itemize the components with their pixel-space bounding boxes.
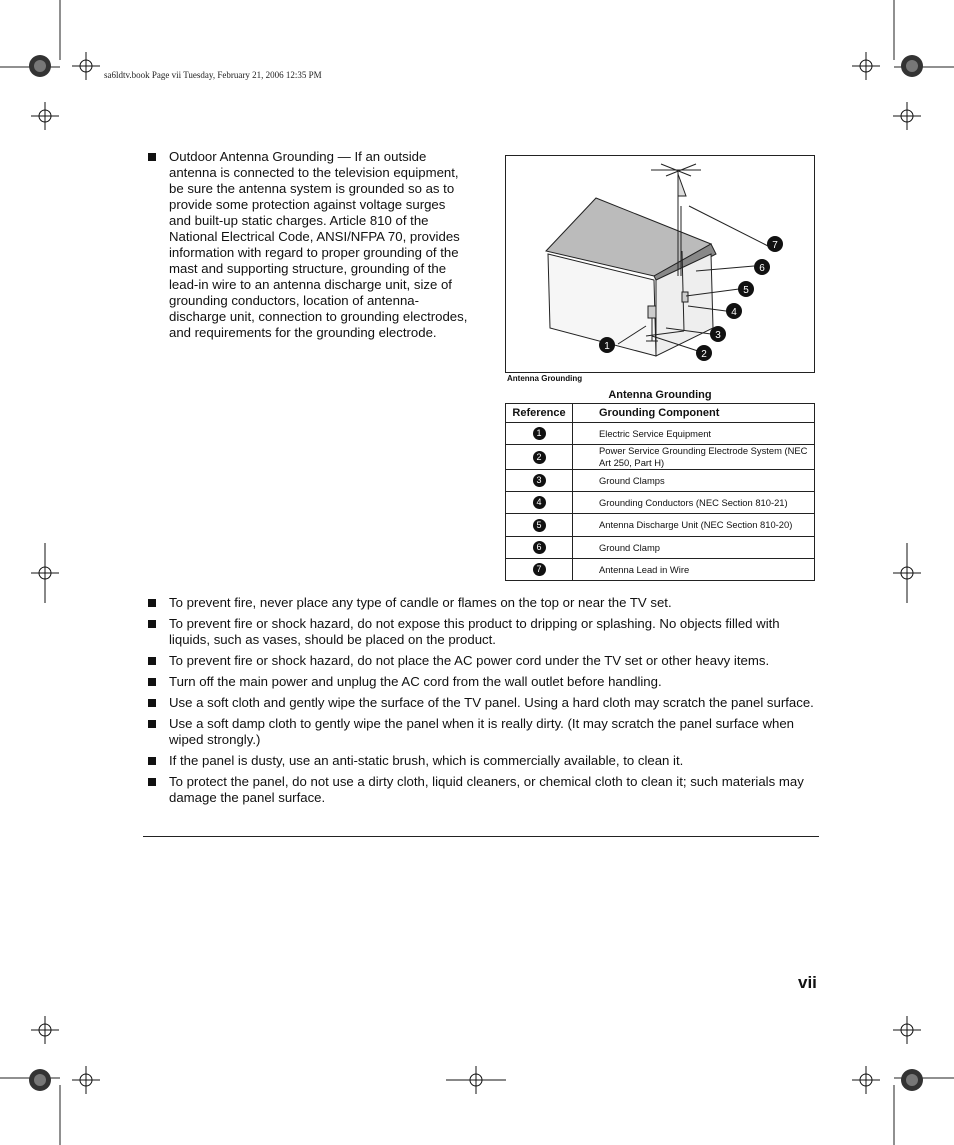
list-item xyxy=(148,616,823,648)
bullet-icon xyxy=(148,757,156,765)
callout-4: 4 xyxy=(731,307,737,318)
list-item xyxy=(148,653,823,669)
table-row xyxy=(506,514,815,537)
list-item-text: Use a soft cloth and gently wipe the surface of the TV panel. Using a hard cloth may scratch the panel surface. xyxy=(169,695,814,710)
safety-bullet-list xyxy=(148,595,823,811)
grounding-table xyxy=(505,403,815,581)
column-header-reference: Reference xyxy=(506,404,573,423)
component-cell: Grounding Conductors (NEC Section 810-21) xyxy=(573,492,815,514)
figure-caption: Antenna Grounding xyxy=(507,374,583,383)
reference-number: 1 xyxy=(533,427,546,440)
reference-number: 7 xyxy=(533,563,546,576)
list-item xyxy=(148,753,823,769)
bullet-icon xyxy=(148,699,156,707)
table-row xyxy=(506,470,815,492)
antenna-illustration xyxy=(506,156,814,372)
component-cell: Antenna Discharge Unit (NEC Section 810-20) xyxy=(573,514,815,537)
reference-number: 3 xyxy=(533,474,546,487)
antenna-grounding-figure xyxy=(505,155,815,373)
table-row xyxy=(506,423,815,445)
page-number: vii xyxy=(798,973,817,992)
callout-3: 3 xyxy=(715,330,721,341)
list-item xyxy=(148,774,823,806)
reference-number: 6 xyxy=(533,541,546,554)
table-row xyxy=(506,492,815,514)
list-item-text: To prevent fire or shock hazard, do not place the AC power cord under the TV set or other heavy items. xyxy=(169,653,770,668)
bullet-icon xyxy=(148,620,156,628)
callout-5: 5 xyxy=(743,285,749,296)
table-header-row xyxy=(506,404,815,423)
bullet-icon xyxy=(148,599,156,607)
list-item xyxy=(148,695,823,711)
footer-divider xyxy=(143,836,819,837)
bullet-icon xyxy=(148,678,156,686)
bullet-icon xyxy=(148,778,156,786)
component-cell: Power Service Grounding Electrode System (NEC Art 250, Part H) xyxy=(573,445,815,470)
reference-number: 2 xyxy=(533,451,546,464)
table-row xyxy=(506,537,815,559)
table-row xyxy=(506,445,815,470)
reference-number: 4 xyxy=(533,496,546,509)
list-item xyxy=(148,595,823,611)
list-item-text: If the panel is dusty, use an anti-static brush, which is commercially available, to clean it. xyxy=(169,753,684,768)
print-header: sa6ldtv.book Page vii Tuesday, February 21, 2006 12:35 PM xyxy=(104,70,322,80)
list-item-text: To protect the panel, do not use a dirty cloth, liquid cleaners, or chemical cloth to clean it; such materials may damage the panel surface. xyxy=(169,774,804,805)
callout-1: 1 xyxy=(604,341,610,352)
list-item-text: Use a soft damp cloth to gently wipe the panel when it is really dirty. (It may scratch the panel surface when wiped strongly.) xyxy=(169,716,795,747)
intro-paragraph: Outdoor Antenna Grounding — If an outside antenna is connected to the television equipment, be sure the antenna system is grounded so as to provide some protection against voltage surges and built-up static charges. Article 810 of the National Electrical Code, ANSI/NFPA 70, provides information with regard to proper grounding of the mast and supporting structure, grounding of the lead-in wire to an antenna discharge unit, size of grounding conductors, location of antenna-discharge unit, connection to grounding electrodes, and requirements for the grounding electrode. xyxy=(169,149,468,340)
list-item-text: Turn off the main power and unplug the AC cord from the wall outlet before handling. xyxy=(169,674,662,689)
callout-7: 7 xyxy=(772,240,778,251)
list-item-text: To prevent fire, never place any type of candle or flames on the top or near the TV set. xyxy=(169,595,672,610)
table-title: Antenna Grounding xyxy=(608,389,712,401)
callout-2: 2 xyxy=(701,349,707,360)
list-item xyxy=(148,716,823,748)
list-item xyxy=(148,674,823,690)
component-cell: Antenna Lead in Wire xyxy=(573,559,815,581)
table-row xyxy=(506,559,815,581)
column-header-component: Grounding Component xyxy=(573,404,815,423)
component-cell: Ground Clamp xyxy=(573,537,815,559)
bullet-icon xyxy=(148,153,156,161)
reference-number: 5 xyxy=(533,519,546,532)
callout-6: 6 xyxy=(759,263,765,274)
component-cell: Ground Clamps xyxy=(573,470,815,492)
component-cell: Electric Service Equipment xyxy=(573,423,815,445)
bullet-icon xyxy=(148,657,156,665)
bullet-icon xyxy=(148,720,156,728)
list-item-text: To prevent fire or shock hazard, do not expose this product to dripping or splashing. No objects filled with liquids, such as vases, should be placed on the product. xyxy=(169,616,780,647)
